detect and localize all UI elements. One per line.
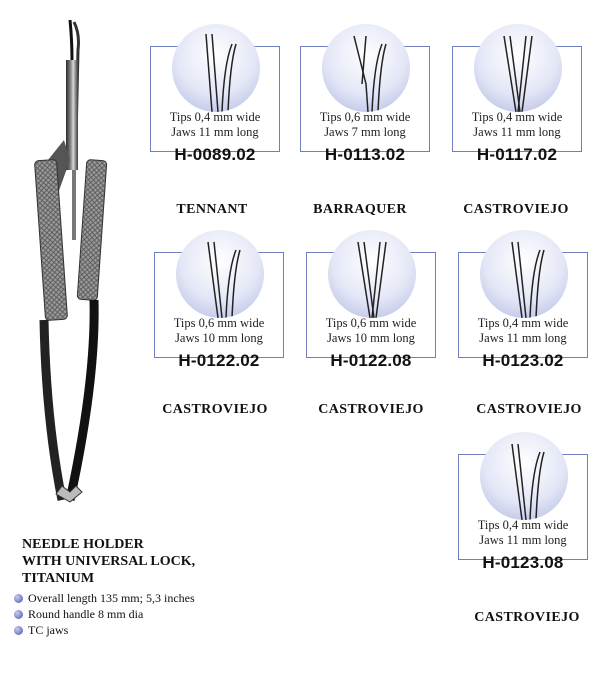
bullet-icon [14, 610, 23, 619]
spec-item [14, 622, 195, 638]
straight-tip-icon [328, 230, 416, 318]
curved-tip-icon [172, 24, 260, 112]
tips-width: Tips 0,6 mm wide [325, 316, 417, 330]
product-code: H-0117.02 [476, 145, 558, 164]
curved-tip-icon [322, 24, 410, 112]
tips-width: Tips 0,4 mm wide [477, 316, 569, 330]
model-name: CASTROVIEJO [318, 402, 424, 417]
tip-detail-circle [322, 24, 410, 112]
instrument-card [300, 24, 430, 164]
jaws-length: Jaws 11 mm long [171, 125, 259, 139]
instrument-card [452, 24, 582, 164]
tips-width: Tips 0,6 mm wide [173, 316, 265, 330]
tip-detail-circle [474, 24, 562, 112]
tips-width: Tips 0,4 mm wide [169, 110, 261, 124]
spec-list [14, 590, 195, 638]
product-code: H-0113.02 [324, 145, 406, 164]
bullet-icon [14, 626, 23, 635]
instrument-card [458, 432, 588, 572]
instrument-card [150, 24, 280, 164]
tips-width: Tips 0,6 mm wide [319, 110, 411, 124]
product-title [22, 536, 195, 587]
title-line: TITANIUM [22, 571, 95, 586]
spec-text: TC jaws [28, 623, 69, 637]
jaws-length: Jaws 10 mm long [327, 331, 415, 345]
product-code: H-0122.08 [330, 351, 412, 370]
tip-detail-circle [480, 432, 568, 520]
instrument-card [154, 230, 284, 370]
jaws-length: Jaws 11 mm long [479, 331, 567, 345]
needle-holder-illustration [0, 0, 140, 520]
curved-tip-icon [176, 230, 264, 318]
model-name: CASTROVIEJO [474, 610, 580, 625]
title-line: WITH UNIVERSAL LOCK, [22, 554, 196, 569]
spec-text: Round handle 8 mm dia [28, 607, 144, 621]
tip-detail-circle [480, 230, 568, 318]
spec-text: Overall length 135 mm; 5,3 inches [28, 591, 195, 605]
model-name: CASTROVIEJO [463, 202, 569, 217]
model-name: CASTROVIEJO [476, 402, 582, 417]
jaws-length: Jaws 11 mm long [479, 533, 567, 547]
title-line: NEEDLE HOLDER [22, 537, 144, 552]
product-code: H-0122.02 [178, 351, 260, 370]
bullet-icon [14, 594, 23, 603]
jaws-length: Jaws 7 mm long [324, 125, 406, 139]
curved-tip-icon [480, 230, 568, 318]
spec-item [14, 606, 195, 622]
model-name: TENNANT [176, 202, 248, 217]
tip-detail-circle [172, 24, 260, 112]
spec-item [14, 590, 195, 606]
product-code: H-0123.08 [482, 553, 564, 572]
straight-tip-icon [474, 24, 562, 112]
jaws-length: Jaws 10 mm long [175, 331, 263, 345]
model-name: CASTROVIEJO [162, 402, 268, 417]
instrument-card [458, 230, 588, 370]
tips-width: Tips 0,4 mm wide [471, 110, 563, 124]
tip-detail-circle [176, 230, 264, 318]
model-name: BARRAQUER [313, 202, 407, 217]
product-code: H-0123.02 [482, 351, 564, 370]
tips-width: Tips 0,4 mm wide [477, 518, 569, 532]
jaws-length: Jaws 11 mm long [473, 125, 561, 139]
instrument-card [306, 230, 436, 370]
curved-tip-icon [480, 432, 568, 520]
tip-detail-circle [328, 230, 416, 318]
product-code: H-0089.02 [174, 145, 256, 164]
